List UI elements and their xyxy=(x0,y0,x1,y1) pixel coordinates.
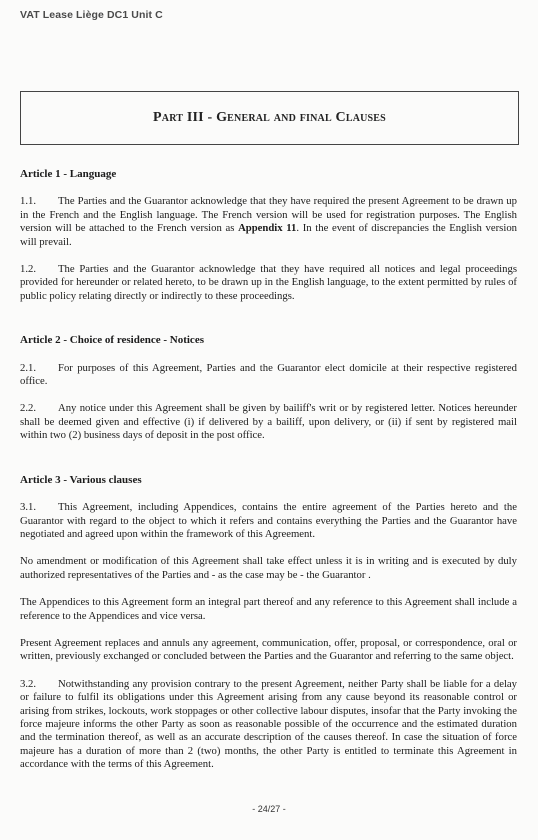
paragraph-1-1 xyxy=(20,195,517,249)
paragraph-2-1 xyxy=(20,362,517,389)
paragraph-text: The Parties and the Guarantor acknowledge that they have required all notices and legal proceedings provided for hereunder or related hereto, to be drawn up in the English language, to the extent permitted by rules of public policy relating directly or indirectly to these proceedings. xyxy=(20,263,517,302)
paragraph-text: Any notice under this Agreement shall be given by bailiff's writ or by registered letter. Notices hereunder shall be deemed given and effective (i) if delivered by a bailiff, upon delivery, or (ii) if sent by registered mail within two (2) business days of deposit in the post office. xyxy=(20,402,517,442)
document-body xyxy=(20,168,517,772)
paragraph-number: 3.2. xyxy=(20,677,37,690)
paragraph-number: 1.1. xyxy=(20,195,37,208)
paragraph-2-2 xyxy=(20,402,517,442)
section-title: Part III - General and final Clauses xyxy=(153,110,386,125)
paragraph-text: This Agreement, including Appendices, contains the entire agreement of the Parties hereto and the Guarantor with regard to the object to which it refers and contains everything the Parties and the Guarantor have negotiated and agreed upon within the framework of this Agreement. xyxy=(20,501,517,540)
paragraph-text: Notwithstanding any provision contrary to the present Agreement, neither Party shall be liable for a delay or failure to fulfil its obligations under this Agreement arising from any cause beyond its reasonable control or arising from strikes, lockouts, work stoppages or other collective labour disputes, insofar that the Party invoking the force majeure informs the other Party as soon as reasonable possible of the occurrence and the estimated duration and the termination thereof, as well as an accurate description of the causes thereof. In case the situation of force majeure has a duration of more than 2 (two) months, the other Party is entitled to terminate this Agreement in accordance with the terms of this Agreement. xyxy=(20,677,517,771)
paragraph-number: 2.1. xyxy=(20,361,37,374)
section-title-box xyxy=(20,91,519,145)
article-1-heading: Article 1 - Language xyxy=(20,168,117,180)
paragraph-3-amendment: No amendment or modification of this Agreement shall take effect unless it is in writing and is executed by duly authorized representatives of the Parties and - as the case may be - the Guarantor . xyxy=(20,555,517,581)
article-3-heading: Article 3 - Various clauses xyxy=(20,473,142,486)
article-2-heading: Article 2 - Choice of residence - Notices xyxy=(20,334,204,347)
paragraph-3-appendices: The Appendices to this Agreement form an integral part thereof and any reference to this Agreement shall include a reference to the Appendices and vice versa. xyxy=(20,596,517,622)
paragraph-number: 2.2. xyxy=(20,402,37,415)
paragraph-text: For purposes of this Agreement, Parties and the Guarantor elect domicile at their respective registered office. xyxy=(20,361,517,388)
appendix-reference: Appendix 11 xyxy=(238,222,297,235)
paragraph-text: The Parties and the Guarantor acknowledge that they have required the present Agreement to be drawn up in the French and the English language. The French version will be used for registration purposes. The English version will be attached to the French version as xyxy=(20,195,517,235)
paragraph-number: 3.1. xyxy=(20,501,37,514)
paragraph-3-1 xyxy=(20,501,517,541)
paragraph-text: . In the event of discrepancies the English version will prevail. xyxy=(20,222,518,248)
page-number: - 24/27 - xyxy=(252,804,286,814)
paragraph-3-2 xyxy=(20,678,517,772)
document-header: VAT Lease Liège DC1 Unit C xyxy=(20,9,163,21)
paragraph-1-2 xyxy=(20,263,517,303)
paragraph-number: 1.2. xyxy=(20,263,37,276)
paragraph-3-replaces: Present Agreement replaces and annuls any agreement, communication, offer, proposal, or correspondence, oral or written, previously exchanged or concluded between the Parties and the Guarantor and referring to the same object. xyxy=(20,636,517,663)
